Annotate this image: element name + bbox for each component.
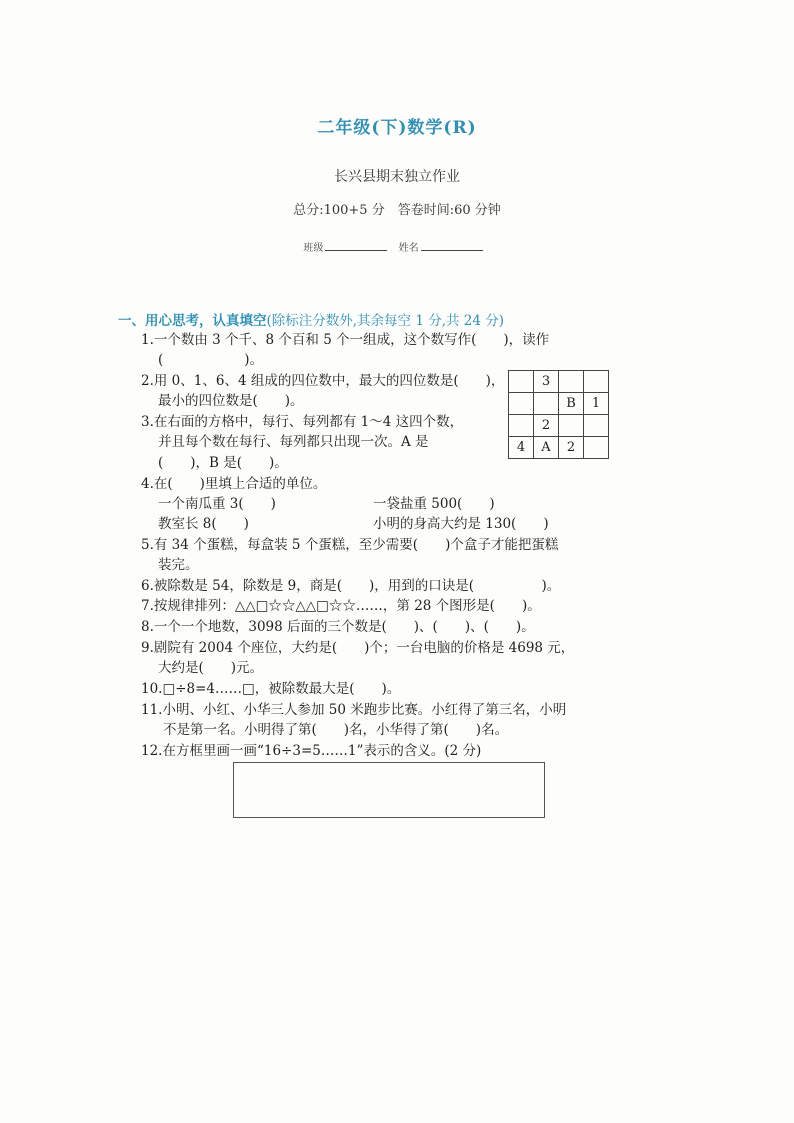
question-4-height: 小明的身高大约是 130( ) [373,516,549,532]
drawing-answer-box[interactable] [233,762,545,818]
question-2-line-2: 最小的四位数是( )。 [158,393,304,409]
question-10: 10.□÷8=4……□，被除数最大是( )。 [141,681,401,697]
question-5-line-1: 5.有 34 个蛋糕，每盒装 5 个蛋糕，至少需要( )个盒子才能把蛋糕 [141,537,559,553]
page-title: 二年级(下)数学(R) [317,118,477,138]
grid-cell [584,415,609,437]
question-3-line-1: 3.在右面的方格中，每行、每列都有 1～4 这四个数， [141,414,464,430]
question-4-line-1: 4.在( )里填上合适的单位。 [141,476,327,492]
name-blank[interactable] [421,240,483,251]
grid-cell: 1 [584,393,609,415]
grid-cell: 2 [559,437,584,459]
grid-cell: 2 [534,415,559,437]
question-7: 7.按规律排列：△△□☆☆△△□☆☆……，第 28 个图形是( )。 [141,598,541,614]
student-info-line [0,239,794,254]
question-4-salt: 一袋盐重 500( ) [373,496,495,512]
question-2-line-1: 2.用 0、1、6、4 组成的四位数中，最大的四位数是( )， [141,373,505,389]
grid-row [509,415,609,437]
grid-cell [584,371,609,393]
grid-cell [584,437,609,459]
question-12: 12.在方框里画一画“16÷3=5……1”表示的含义。(2 分) [141,743,482,759]
number-grid [508,370,609,459]
question-9-line-1: 9.剧院有 2004 个座位，大约是( )个；一台电脑的价格是 4698 元， [141,640,575,656]
grid-row [509,437,609,459]
grid-cell: B [559,393,584,415]
grid-cell [559,371,584,393]
question-5-line-2: 装完。 [158,557,199,573]
question-1-line-1: 1.一个数由 3 个千、8 个百和 5 个一组成，这个数写作( )，读作 [141,332,550,348]
class-label: 班级 [303,243,324,254]
grid-row [509,371,609,393]
question-11-line-1: 11.小明、小红、小华三人参加 50 米跑步比赛。小红得了第三名，小明 [141,702,567,718]
question-6: 6.被除数是 54，除数是 9，商是( )，用到的口诀是( )。 [141,578,561,594]
question-11-line-2: 不是第一名。小明得了第( )名，小华得了第( )名。 [163,722,509,738]
grid-cell: 3 [534,371,559,393]
grid-cell [559,415,584,437]
name-label: 姓名 [398,243,419,254]
section-heading-text: 一、用心思考，认真填空 [118,313,267,329]
grid-row [509,393,609,415]
question-3-line-2: 并且每个数在每行、每列都只出现一次。A 是 [158,434,429,450]
question-4-classroom: 教室长 8( ) [158,516,249,532]
question-8: 8.一个一个地数，3098 后面的三个数是( )、( )、( )。 [141,619,535,635]
grid-cell [509,393,534,415]
class-blank[interactable] [325,240,387,251]
grid-cell [509,371,534,393]
section-heading [118,309,504,329]
question-4-pumpkin: 一个南瓜重 3( ) [158,496,276,512]
question-3-line-3: ( )，B 是( )。 [158,455,288,471]
question-9-line-2: 大约是( )元。 [158,660,264,676]
grid-cell [509,415,534,437]
grid-cell: A [534,437,559,459]
score-time-info: 总分:100+5 分 答卷时间:60 分钟 [293,203,501,218]
page-subtitle: 长兴县期末独立作业 [334,169,460,185]
question-1-line-2: ( )。 [158,352,264,368]
grid-cell: 4 [509,437,534,459]
section-note: (除标注分数外,其余每空 1 分,共 24 分) [266,313,505,329]
grid-cell [534,393,559,415]
